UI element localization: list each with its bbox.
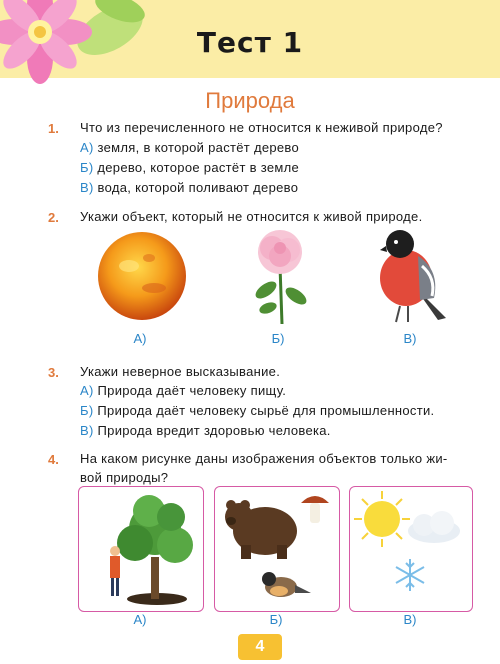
- option-letter: А): [80, 140, 94, 155]
- rose-icon[interactable]: [240, 226, 320, 326]
- question-3-option-c[interactable]: [80, 423, 331, 438]
- question-2-number: 2.: [48, 210, 59, 225]
- question-3-option-b[interactable]: [80, 403, 434, 418]
- image-card-b[interactable]: [214, 486, 340, 612]
- image-card-c[interactable]: [349, 486, 473, 612]
- option-letter: Б): [80, 160, 94, 175]
- image-caption-c: В): [403, 331, 417, 346]
- image-caption-b: Б): [269, 612, 283, 627]
- question-3-text: Укажи неверное высказывание.: [80, 364, 281, 379]
- image-caption-b: Б): [271, 331, 285, 346]
- image-caption-a: А): [133, 612, 147, 627]
- question-1-option-b[interactable]: [80, 160, 299, 175]
- sun-cloud-snowflake-icon: [350, 487, 472, 611]
- question-3-option-a[interactable]: [80, 383, 286, 398]
- question-3-number: 3.: [48, 365, 59, 380]
- tree-and-person-icon: [79, 487, 203, 611]
- page-number: 4: [238, 634, 282, 660]
- option-letter: А): [80, 383, 94, 398]
- test-title: Тест 1: [196, 26, 304, 59]
- bear-mushroom-bird-icon: [215, 487, 339, 611]
- option-text: Природа даёт человеку пищу.: [97, 383, 287, 398]
- option-letter: Б): [80, 403, 94, 418]
- option-letter: В): [80, 180, 94, 195]
- question-1-option-a[interactable]: [80, 140, 299, 155]
- image-caption-a: А): [133, 331, 147, 346]
- question-4-text-line2: вой природы?: [80, 470, 169, 485]
- image-caption-c: В): [403, 612, 417, 627]
- question-4-number: 4.: [48, 452, 59, 467]
- question-1-text: Что из перечисленного не относится к неживой природе?: [80, 120, 443, 135]
- question-1-number: 1.: [48, 121, 59, 136]
- option-text: Природа вредит здоровью человека.: [97, 423, 331, 438]
- option-text: земля, в которой растёт дерево: [97, 140, 300, 155]
- topic-subtitle: Природа: [205, 88, 295, 113]
- question-1-option-c[interactable]: [80, 180, 298, 195]
- option-letter: В): [80, 423, 94, 438]
- bullfinch-icon[interactable]: [374, 226, 454, 326]
- sun-icon[interactable]: [94, 228, 190, 324]
- question-2-text: Укажи объект, который не относится к живой природе.: [80, 209, 423, 224]
- option-text: дерево, которое растёт в земле: [97, 160, 300, 175]
- option-text: Природа даёт человеку сырьё для промышленности.: [97, 403, 435, 418]
- option-text: вода, которой поливают дерево: [97, 180, 299, 195]
- question-4-text-line1: На каком рисунке даны изображения объектов только жи-: [80, 451, 448, 466]
- image-card-a[interactable]: [78, 486, 204, 612]
